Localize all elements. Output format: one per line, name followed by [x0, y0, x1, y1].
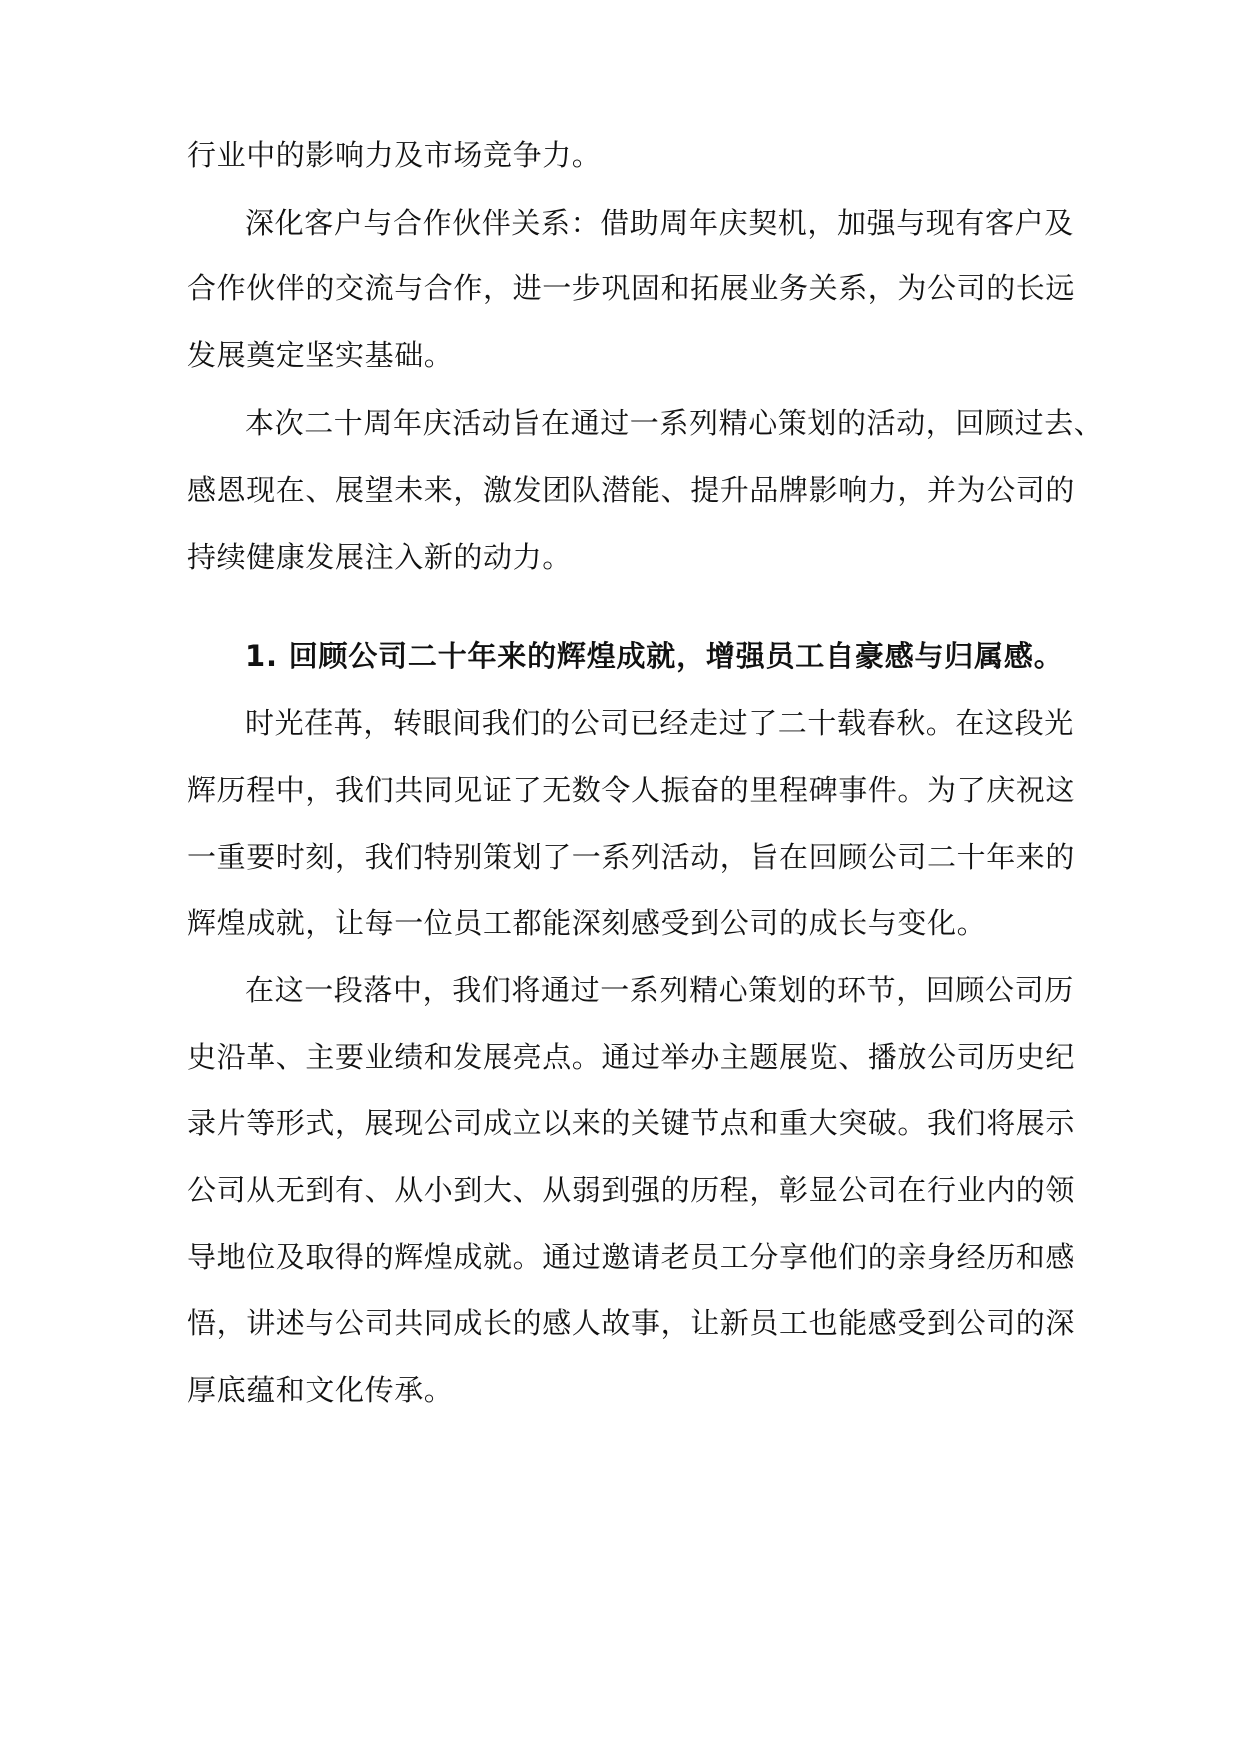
section-heading: 1. 回顾公司二十年来的辉煌成就，增强员工自豪感与归属感。: [245, 639, 1064, 673]
text-line: 行业中的影响力及市场竞争力。: [187, 138, 602, 172]
text-line: 导地位及取得的辉煌成就。通过邀请老员工分享他们的亲身经历和感: [187, 1240, 1076, 1274]
text-line: 持续健康发展注入新的动力。: [187, 540, 572, 574]
text-line: 本次二十周年庆活动旨在通过一系列精心策划的活动，回顾过去、: [245, 406, 1104, 440]
text-line: 公司从无到有、从小到大、从弱到强的历程，彰显公司在行业内的领: [187, 1173, 1076, 1207]
text-line: 合作伙伴的交流与合作，进一步巩固和拓展业务关系，为公司的长远: [187, 271, 1076, 305]
text-line: 厚底蕴和文化传承。: [187, 1373, 454, 1407]
text-line: 发展奠定坚实基础。: [187, 338, 454, 372]
text-line: 辉历程中，我们共同见证了无数令人振奋的里程碑事件。为了庆祝这: [187, 773, 1076, 807]
text-line: 史沿革、主要业绩和发展亮点。通过举办主题展览、播放公司历史纪: [187, 1040, 1076, 1074]
text-line: 悟，讲述与公司共同成长的感人故事，让新员工也能感受到公司的深: [187, 1306, 1076, 1340]
text-line: 深化客户与合作伙伴关系：借助周年庆契机，加强与现有客户及: [245, 206, 1074, 240]
text-line: 辉煌成就，让每一位员工都能深刻感受到公司的成长与变化。: [187, 906, 987, 940]
text-line: 录片等形式，展现公司成立以来的关键节点和重大突破。我们将展示: [187, 1106, 1076, 1140]
text-line: 时光荏苒，转眼间我们的公司已经走过了二十载春秋。在这段光: [245, 706, 1074, 740]
text-line: 一重要时刻，我们特别策划了一系列活动，旨在回顾公司二十年来的: [187, 840, 1076, 874]
text-line: 感恩现在、展望未来，激发团队潜能、提升品牌影响力，并为公司的: [187, 473, 1076, 507]
text-line: 在这一段落中，我们将通过一系列精心策划的环节，回顾公司历: [245, 973, 1074, 1007]
